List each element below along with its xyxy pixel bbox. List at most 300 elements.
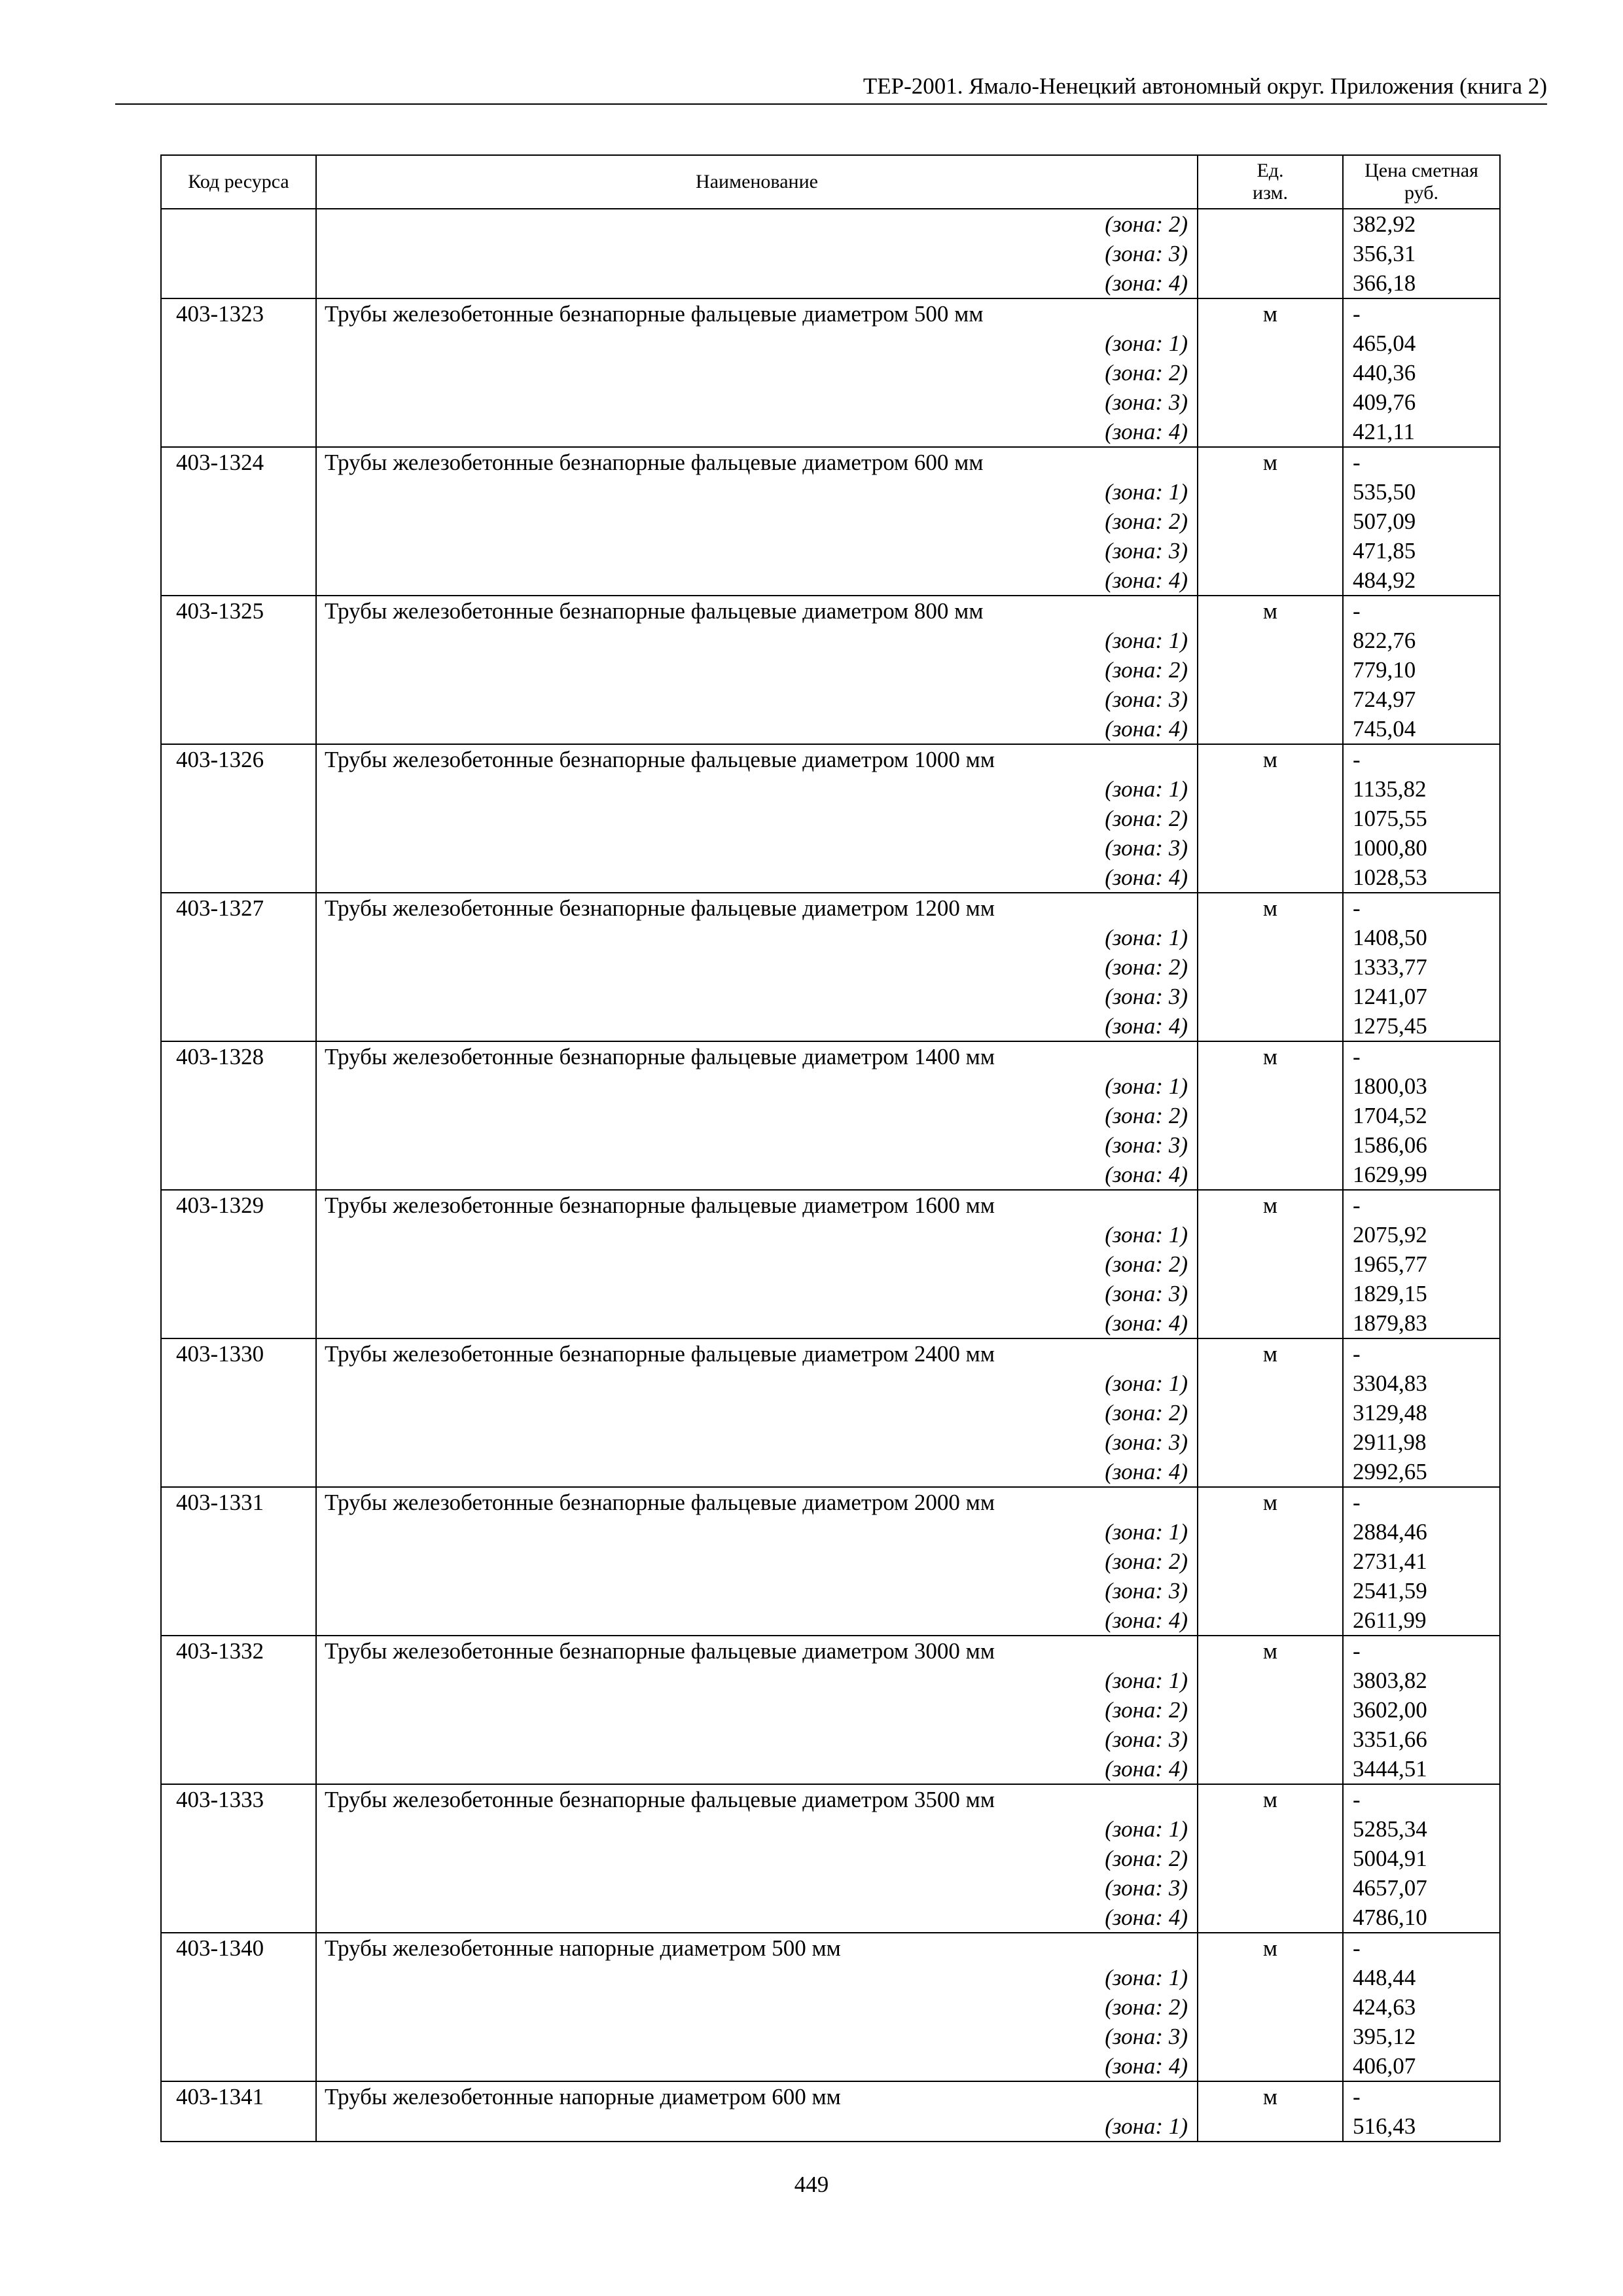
resource-code bbox=[161, 1101, 316, 1130]
zone-row bbox=[161, 685, 1500, 714]
unit-cell bbox=[1198, 2111, 1343, 2142]
zone-price: 5285,34 bbox=[1343, 1814, 1500, 1844]
zone-row bbox=[161, 1873, 1500, 1903]
zone-price: 421,11 bbox=[1343, 417, 1500, 447]
resource-code bbox=[161, 1873, 316, 1903]
resource-code bbox=[161, 923, 316, 952]
zone-label: (зона: 3) bbox=[316, 833, 1198, 863]
zone-price: 1000,80 bbox=[1343, 833, 1500, 863]
zone-price: 1829,15 bbox=[1343, 1279, 1500, 1308]
zone-row bbox=[161, 565, 1500, 596]
resource-code bbox=[161, 685, 316, 714]
unit-cell bbox=[1198, 1011, 1343, 1041]
zone-row bbox=[161, 536, 1500, 565]
table-row bbox=[161, 893, 1500, 923]
zone-label: (зона: 1) bbox=[316, 774, 1198, 804]
resource-name: Трубы железобетонные безнапорные фальцевые диаметром 3000 мм bbox=[316, 1636, 1198, 1666]
zone-label: (зона: 3) bbox=[316, 1130, 1198, 1160]
zone-price: 440,36 bbox=[1343, 358, 1500, 387]
price-cell: - bbox=[1343, 596, 1500, 626]
resource-name: Трубы железобетонные безнапорные фальцевые диаметром 1000 мм bbox=[316, 744, 1198, 774]
zone-price: 484,92 bbox=[1343, 565, 1500, 596]
unit-cell bbox=[1198, 1576, 1343, 1605]
zone-price: 1800,03 bbox=[1343, 1071, 1500, 1101]
zone-row bbox=[161, 1427, 1500, 1457]
unit-cell bbox=[1198, 655, 1343, 685]
zone-row bbox=[161, 268, 1500, 298]
price-cell: - bbox=[1343, 1636, 1500, 1666]
unit-cell bbox=[1198, 1279, 1343, 1308]
zone-price: 1135,82 bbox=[1343, 774, 1500, 804]
resource-code bbox=[161, 1249, 316, 1279]
unit-cell bbox=[1198, 1427, 1343, 1457]
zone-label: (зона: 3) bbox=[316, 2022, 1198, 2051]
resource-code: 403-1323 bbox=[161, 298, 316, 329]
zone-label: (зона: 1) bbox=[316, 1963, 1198, 1992]
table-row bbox=[161, 1487, 1500, 1517]
table-row bbox=[161, 1338, 1500, 1369]
zone-price: 3351,66 bbox=[1343, 1725, 1500, 1754]
price-cell: - bbox=[1343, 893, 1500, 923]
table-row bbox=[161, 447, 1500, 477]
resource-code bbox=[161, 387, 316, 417]
zone-row bbox=[161, 1517, 1500, 1547]
resource-code bbox=[161, 1160, 316, 1190]
table-row bbox=[161, 1636, 1500, 1666]
zone-row bbox=[161, 2022, 1500, 2051]
zone-price: 1028,53 bbox=[1343, 863, 1500, 893]
column-header-name: Наименование bbox=[316, 155, 1198, 209]
zone-price: 724,97 bbox=[1343, 685, 1500, 714]
zone-row bbox=[161, 1666, 1500, 1695]
zone-label: (зона: 1) bbox=[316, 477, 1198, 507]
resource-code bbox=[161, 804, 316, 833]
zone-label: (зона: 1) bbox=[316, 1220, 1198, 1249]
unit-cell: м bbox=[1198, 1933, 1343, 1963]
resource-name: Трубы железобетонные безнапорные фальцевые диаметром 500 мм bbox=[316, 298, 1198, 329]
zone-label: (зона: 3) bbox=[316, 685, 1198, 714]
zone-label: (зона: 3) bbox=[316, 536, 1198, 565]
resource-name: Трубы железобетонные напорные диаметром 600 мм bbox=[316, 2081, 1198, 2111]
resource-code: 403-1328 bbox=[161, 1041, 316, 1071]
unit-cell bbox=[1198, 536, 1343, 565]
zone-price: 2911,98 bbox=[1343, 1427, 1500, 1457]
unit-cell bbox=[1198, 685, 1343, 714]
resource-code bbox=[161, 1992, 316, 2022]
zone-label: (зона: 1) bbox=[316, 626, 1198, 655]
resource-code: 403-1341 bbox=[161, 2081, 316, 2111]
zone-label: (зона: 2) bbox=[316, 655, 1198, 685]
zone-price: 2541,59 bbox=[1343, 1576, 1500, 1605]
zone-row bbox=[161, 329, 1500, 358]
unit-cell bbox=[1198, 507, 1343, 536]
unit-cell bbox=[1198, 477, 1343, 507]
zone-row bbox=[161, 1903, 1500, 1933]
price-cell: - bbox=[1343, 1190, 1500, 1220]
resource-code bbox=[161, 209, 316, 239]
unit-cell bbox=[1198, 358, 1343, 387]
resource-code bbox=[161, 329, 316, 358]
zone-row bbox=[161, 1071, 1500, 1101]
zone-label: (зона: 1) bbox=[316, 1517, 1198, 1547]
resource-code bbox=[161, 1308, 316, 1338]
zone-row bbox=[161, 1308, 1500, 1338]
running-header bbox=[115, 71, 1547, 105]
zone-row bbox=[161, 714, 1500, 744]
zone-row bbox=[161, 1576, 1500, 1605]
zone-label: (зона: 2) bbox=[316, 1992, 1198, 2022]
table-row bbox=[161, 1784, 1500, 1814]
unit-cell bbox=[1198, 1249, 1343, 1279]
price-cell: - bbox=[1343, 2081, 1500, 2111]
unit-cell bbox=[1198, 1963, 1343, 1992]
zone-row bbox=[161, 774, 1500, 804]
zone-price: 5004,91 bbox=[1343, 1844, 1500, 1873]
zone-label: (зона: 1) bbox=[316, 2111, 1198, 2142]
zone-row bbox=[161, 1992, 1500, 2022]
zone-row bbox=[161, 1160, 1500, 1190]
zone-row bbox=[161, 1725, 1500, 1754]
zone-row bbox=[161, 626, 1500, 655]
unit-cell: м bbox=[1198, 447, 1343, 477]
zone-row bbox=[161, 2111, 1500, 2142]
resource-code bbox=[161, 268, 316, 298]
price-cell: - bbox=[1343, 1041, 1500, 1071]
unit-cell bbox=[1198, 1844, 1343, 1873]
zone-label: (зона: 2) bbox=[316, 1101, 1198, 1130]
zone-label: (зона: 2) bbox=[316, 1398, 1198, 1427]
resource-code bbox=[161, 417, 316, 447]
zone-label: (зона: 2) bbox=[316, 1547, 1198, 1576]
zone-label: (зона: 2) bbox=[316, 1844, 1198, 1873]
resource-code bbox=[161, 1666, 316, 1695]
unit-cell bbox=[1198, 1725, 1343, 1754]
resource-code: 403-1329 bbox=[161, 1190, 316, 1220]
resource-code: 403-1332 bbox=[161, 1636, 316, 1666]
zone-row bbox=[161, 1398, 1500, 1427]
zone-label: (зона: 4) bbox=[316, 2051, 1198, 2081]
zone-label: (зона: 3) bbox=[316, 1279, 1198, 1308]
table-row bbox=[161, 596, 1500, 626]
unit-cell bbox=[1198, 1101, 1343, 1130]
column-header-code: Код ресурса bbox=[161, 155, 316, 209]
zone-label: (зона: 2) bbox=[316, 1695, 1198, 1725]
zone-row bbox=[161, 833, 1500, 863]
unit-cell bbox=[1198, 1398, 1343, 1427]
zone-label: (зона: 1) bbox=[316, 1369, 1198, 1398]
zone-price: 4657,07 bbox=[1343, 1873, 1500, 1903]
resource-code bbox=[161, 1903, 316, 1933]
resource-code: 403-1333 bbox=[161, 1784, 316, 1814]
unit-cell bbox=[1198, 833, 1343, 863]
zone-row bbox=[161, 1754, 1500, 1784]
resource-code bbox=[161, 1576, 316, 1605]
resource-code bbox=[161, 2111, 316, 2142]
resource-code: 403-1326 bbox=[161, 744, 316, 774]
zone-row bbox=[161, 387, 1500, 417]
resource-code bbox=[161, 626, 316, 655]
resource-code bbox=[161, 2022, 316, 2051]
resource-name: Трубы железобетонные безнапорные фальцевые диаметром 2400 мм bbox=[316, 1338, 1198, 1369]
resource-code bbox=[161, 1517, 316, 1547]
resource-name: Трубы железобетонные безнапорные фальцевые диаметром 1200 мм bbox=[316, 893, 1198, 923]
zone-price: 1075,55 bbox=[1343, 804, 1500, 833]
unit-cell bbox=[1198, 239, 1343, 268]
zone-row bbox=[161, 923, 1500, 952]
resource-name: Трубы железобетонные безнапорные фальцевые диаметром 3500 мм bbox=[316, 1784, 1198, 1814]
resource-name: Трубы железобетонные безнапорные фальцевые диаметром 800 мм bbox=[316, 596, 1198, 626]
zone-price: 516,43 bbox=[1343, 2111, 1500, 2142]
zone-label: (зона: 4) bbox=[316, 1160, 1198, 1190]
zone-label: (зона: 3) bbox=[316, 982, 1198, 1011]
price-cell: - bbox=[1343, 1933, 1500, 1963]
resource-code bbox=[161, 1963, 316, 1992]
zone-price: 409,76 bbox=[1343, 387, 1500, 417]
unit-cell: м bbox=[1198, 1338, 1343, 1369]
zone-row bbox=[161, 1547, 1500, 1576]
zone-row bbox=[161, 863, 1500, 893]
price-table bbox=[160, 154, 1501, 2142]
unit-cell bbox=[1198, 923, 1343, 952]
zone-price: 3444,51 bbox=[1343, 1754, 1500, 1784]
unit-cell bbox=[1198, 1695, 1343, 1725]
unit-cell bbox=[1198, 329, 1343, 358]
zone-label: (зона: 2) bbox=[316, 358, 1198, 387]
unit-cell bbox=[1198, 1903, 1343, 1933]
price-cell: - bbox=[1343, 447, 1500, 477]
resource-code bbox=[161, 1754, 316, 1784]
resource-code bbox=[161, 565, 316, 596]
zone-label: (зона: 4) bbox=[316, 1011, 1198, 1041]
resource-name: Трубы железобетонные безнапорные фальцевые диаметром 600 мм bbox=[316, 447, 1198, 477]
zone-row bbox=[161, 1101, 1500, 1130]
zone-label: (зона: 1) bbox=[316, 1071, 1198, 1101]
unit-cell bbox=[1198, 714, 1343, 744]
resource-code bbox=[161, 1130, 316, 1160]
table-row bbox=[161, 1041, 1500, 1071]
zone-label: (зона: 3) bbox=[316, 1725, 1198, 1754]
zone-row bbox=[161, 358, 1500, 387]
zone-price: 1241,07 bbox=[1343, 982, 1500, 1011]
resource-name: Трубы железобетонные безнапорные фальцевые диаметром 2000 мм bbox=[316, 1487, 1198, 1517]
resource-code bbox=[161, 1220, 316, 1249]
resource-code bbox=[161, 1725, 316, 1754]
unit-cell: м bbox=[1198, 1190, 1343, 1220]
zone-price: 1965,77 bbox=[1343, 1249, 1500, 1279]
unit-cell bbox=[1198, 1605, 1343, 1636]
resource-code bbox=[161, 477, 316, 507]
zone-row bbox=[161, 1844, 1500, 1873]
unit-cell bbox=[1198, 1457, 1343, 1487]
resource-code: 403-1340 bbox=[161, 1933, 316, 1963]
unit-cell bbox=[1198, 1071, 1343, 1101]
resource-code bbox=[161, 358, 316, 387]
resource-name: Трубы железобетонные безнапорные фальцевые диаметром 1600 мм bbox=[316, 1190, 1198, 1220]
table-row bbox=[161, 1190, 1500, 1220]
price-cell: - bbox=[1343, 1338, 1500, 1369]
unit-cell bbox=[1198, 982, 1343, 1011]
unit-cell bbox=[1198, 565, 1343, 596]
resource-code: 403-1324 bbox=[161, 447, 316, 477]
resource-code bbox=[161, 774, 316, 804]
resource-code bbox=[161, 536, 316, 565]
resource-code bbox=[161, 1279, 316, 1308]
zone-price: 745,04 bbox=[1343, 714, 1500, 744]
unit-cell: м bbox=[1198, 1041, 1343, 1071]
table-row bbox=[161, 1933, 1500, 1963]
zone-row bbox=[161, 1695, 1500, 1725]
unit-cell: м bbox=[1198, 1487, 1343, 1517]
zone-row bbox=[161, 1279, 1500, 1308]
unit-cell: м bbox=[1198, 596, 1343, 626]
zone-label: (зона: 4) bbox=[316, 863, 1198, 893]
zone-row bbox=[161, 507, 1500, 536]
zone-row bbox=[161, 1130, 1500, 1160]
zone-price: 471,85 bbox=[1343, 536, 1500, 565]
zone-price: 1586,06 bbox=[1343, 1130, 1500, 1160]
zone-label: (зона: 2) bbox=[316, 507, 1198, 536]
resource-code bbox=[161, 1369, 316, 1398]
unit-cell bbox=[1198, 417, 1343, 447]
zone-row bbox=[161, 804, 1500, 833]
unit-cell bbox=[1198, 1308, 1343, 1338]
table-row bbox=[161, 744, 1500, 774]
resource-code bbox=[161, 239, 316, 268]
zone-price: 465,04 bbox=[1343, 329, 1500, 358]
zone-label: (зона: 4) bbox=[316, 565, 1198, 596]
zone-price: 366,18 bbox=[1343, 268, 1500, 298]
zone-price: 3602,00 bbox=[1343, 1695, 1500, 1725]
table-header-row bbox=[161, 155, 1500, 209]
unit-cell bbox=[1198, 774, 1343, 804]
zone-price: 1879,83 bbox=[1343, 1308, 1500, 1338]
resource-code bbox=[161, 1547, 316, 1576]
resource-code: 403-1331 bbox=[161, 1487, 316, 1517]
zone-price: 2992,65 bbox=[1343, 1457, 1500, 1487]
unit-cell bbox=[1198, 1160, 1343, 1190]
document-title: ТЕР-2001. Ямало-Ненецкий автономный округ. Приложения (книга 2) bbox=[863, 73, 1547, 99]
table-row bbox=[161, 2081, 1500, 2111]
table-body bbox=[161, 209, 1500, 2142]
resource-code bbox=[161, 1427, 316, 1457]
resource-code bbox=[161, 1398, 316, 1427]
zone-label: (зона: 3) bbox=[316, 1427, 1198, 1457]
zone-label: (зона: 3) bbox=[316, 1873, 1198, 1903]
resource-code bbox=[161, 507, 316, 536]
resource-code bbox=[161, 714, 316, 744]
resource-code bbox=[161, 655, 316, 685]
zone-label: (зона: 4) bbox=[316, 1903, 1198, 1933]
zone-price: 507,09 bbox=[1343, 507, 1500, 536]
zone-label: (зона: 4) bbox=[316, 1754, 1198, 1784]
zone-price: 4786,10 bbox=[1343, 1903, 1500, 1933]
unit-cell bbox=[1198, 626, 1343, 655]
zone-row bbox=[161, 1220, 1500, 1249]
resource-name: Трубы железобетонные безнапорные фальцевые диаметром 1400 мм bbox=[316, 1041, 1198, 1071]
unit-cell: м bbox=[1198, 893, 1343, 923]
zone-row bbox=[161, 1605, 1500, 1636]
column-header-price: Цена сметная руб. bbox=[1343, 155, 1500, 209]
zone-price: 2611,99 bbox=[1343, 1605, 1500, 1636]
unit-cell: м bbox=[1198, 1784, 1343, 1814]
zone-price: 1704,52 bbox=[1343, 1101, 1500, 1130]
unit-cell bbox=[1198, 863, 1343, 893]
zone-label: (зона: 4) bbox=[316, 268, 1198, 298]
unit-cell: м bbox=[1198, 1636, 1343, 1666]
zone-label: (зона: 1) bbox=[316, 1666, 1198, 1695]
resource-code bbox=[161, 2051, 316, 2081]
resource-code bbox=[161, 1814, 316, 1844]
unit-cell bbox=[1198, 1547, 1343, 1576]
unit-cell bbox=[1198, 1130, 1343, 1160]
zone-label: (зона: 1) bbox=[316, 923, 1198, 952]
zone-row bbox=[161, 2051, 1500, 2081]
resource-code bbox=[161, 863, 316, 893]
zone-row bbox=[161, 417, 1500, 447]
zone-row bbox=[161, 1963, 1500, 1992]
zone-label: (зона: 4) bbox=[316, 1605, 1198, 1636]
unit-cell: м bbox=[1198, 744, 1343, 774]
price-cell: - bbox=[1343, 744, 1500, 774]
resource-code bbox=[161, 1071, 316, 1101]
resource-code: 403-1327 bbox=[161, 893, 316, 923]
zone-row bbox=[161, 952, 1500, 982]
unit-cell bbox=[1198, 387, 1343, 417]
zone-row bbox=[161, 209, 1500, 239]
zone-label: (зона: 4) bbox=[316, 417, 1198, 447]
zone-row bbox=[161, 1249, 1500, 1279]
resource-code bbox=[161, 982, 316, 1011]
zone-price: 535,50 bbox=[1343, 477, 1500, 507]
zone-price: 448,44 bbox=[1343, 1963, 1500, 1992]
zone-label: (зона: 4) bbox=[316, 714, 1198, 744]
zone-price: 382,92 bbox=[1343, 209, 1500, 239]
unit-cell bbox=[1198, 1666, 1343, 1695]
zone-price: 779,10 bbox=[1343, 655, 1500, 685]
unit-cell bbox=[1198, 209, 1343, 239]
zone-price: 406,07 bbox=[1343, 2051, 1500, 2081]
page-number: 449 bbox=[794, 2172, 829, 2197]
unit-cell bbox=[1198, 1992, 1343, 2022]
zone-label: (зона: 2) bbox=[316, 209, 1198, 239]
column-header-unit: Ед. изм. bbox=[1198, 155, 1343, 209]
zone-price: 356,31 bbox=[1343, 239, 1500, 268]
unit-cell: м bbox=[1198, 2081, 1343, 2111]
price-cell: - bbox=[1343, 298, 1500, 329]
zone-label: (зона: 2) bbox=[316, 1249, 1198, 1279]
unit-cell bbox=[1198, 1873, 1343, 1903]
resource-code: 403-1330 bbox=[161, 1338, 316, 1369]
zone-row bbox=[161, 477, 1500, 507]
zone-price: 1275,45 bbox=[1343, 1011, 1500, 1041]
zone-price: 1629,99 bbox=[1343, 1160, 1500, 1190]
zone-price: 2884,46 bbox=[1343, 1517, 1500, 1547]
resource-code bbox=[161, 1605, 316, 1636]
zone-price: 3304,83 bbox=[1343, 1369, 1500, 1398]
price-cell: - bbox=[1343, 1784, 1500, 1814]
zone-label: (зона: 2) bbox=[316, 804, 1198, 833]
resource-code bbox=[161, 833, 316, 863]
zone-price: 1333,77 bbox=[1343, 952, 1500, 982]
zone-label: (зона: 2) bbox=[316, 952, 1198, 982]
zone-row bbox=[161, 1814, 1500, 1844]
zone-row bbox=[161, 655, 1500, 685]
unit-cell bbox=[1198, 268, 1343, 298]
unit-cell bbox=[1198, 1517, 1343, 1547]
unit-cell bbox=[1198, 1814, 1343, 1844]
zone-price: 424,63 bbox=[1343, 1992, 1500, 2022]
zone-label: (зона: 4) bbox=[316, 1457, 1198, 1487]
